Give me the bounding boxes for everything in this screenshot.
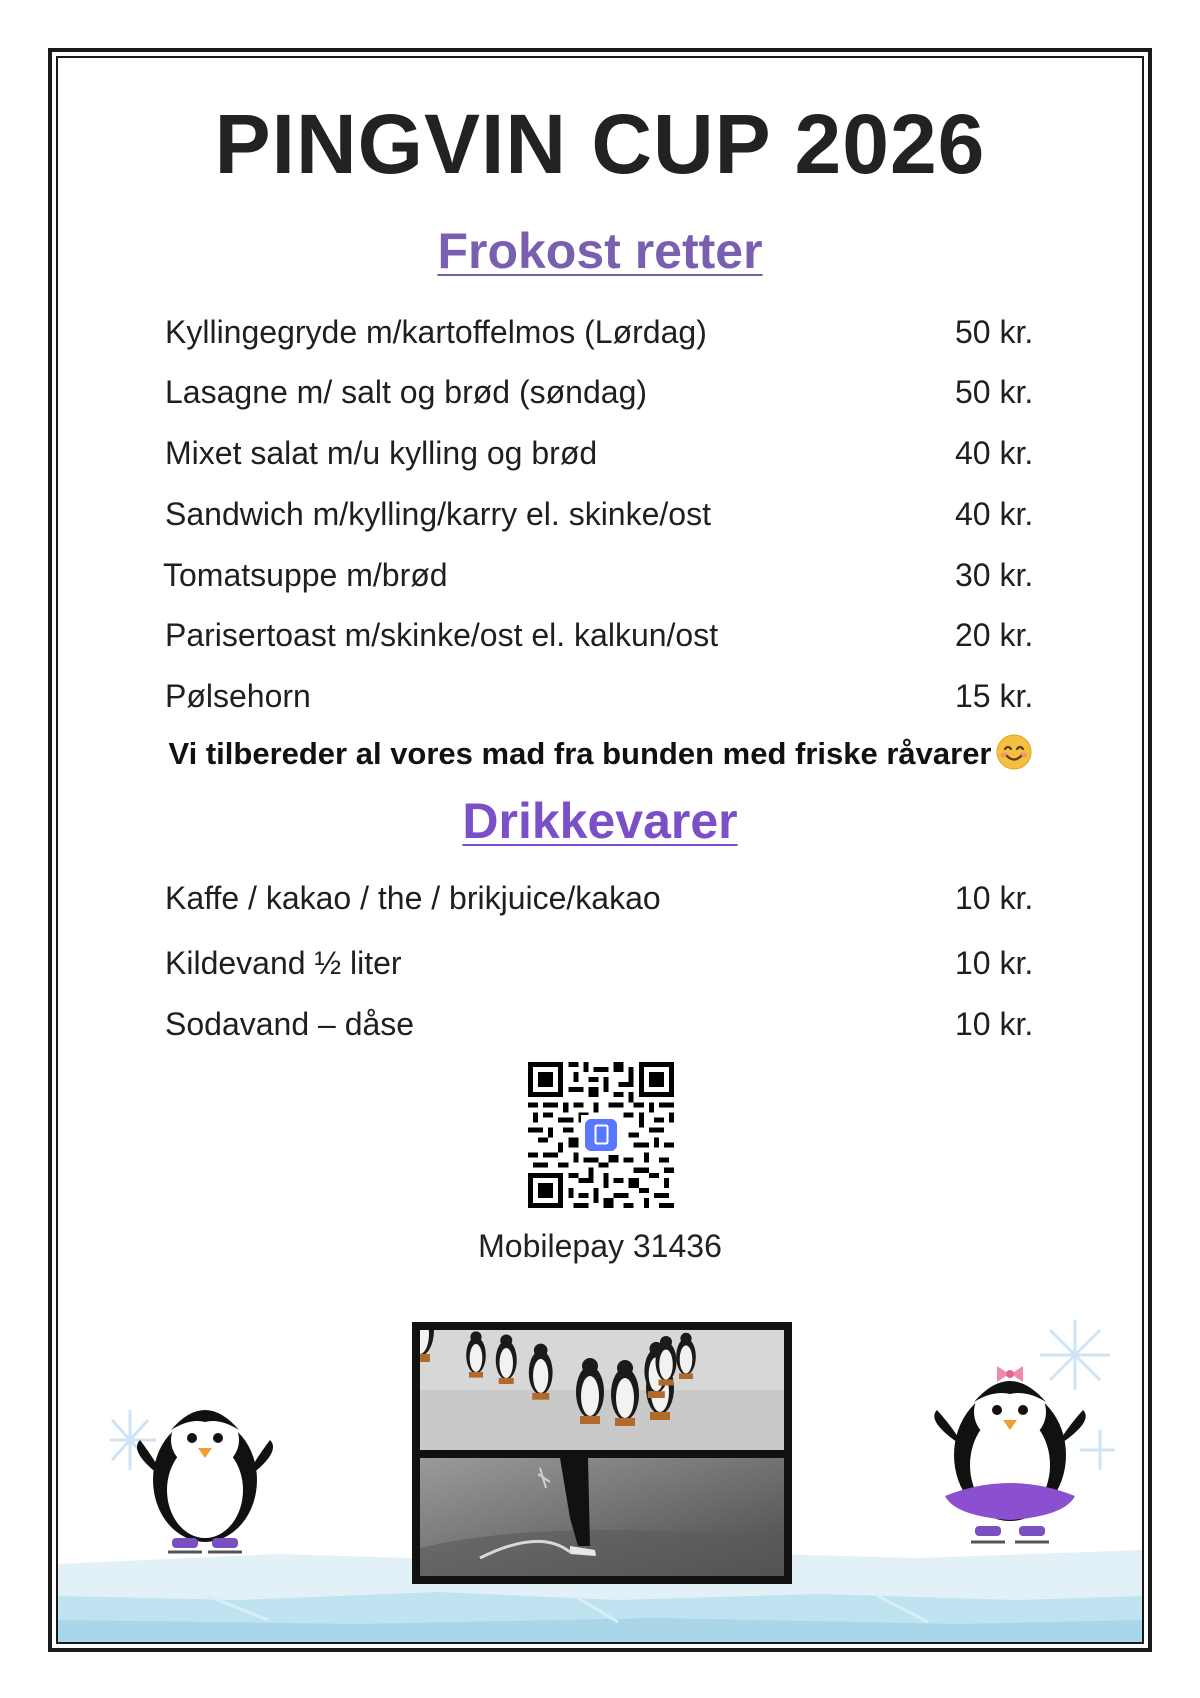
drink-item — [165, 945, 1045, 989]
mobilepay-icon — [585, 1119, 617, 1151]
drink-item-price: 10 kr. — [955, 945, 1034, 981]
food-item — [165, 557, 1045, 601]
food-item-name: Tomatsuppe m/brød — [163, 557, 448, 593]
food-item — [165, 496, 1045, 540]
page-title: PINGVIN CUP 2026 — [214, 97, 986, 191]
food-item-name: Mixet salat m/u kylling og brød — [165, 435, 598, 471]
smiling-face-icon — [996, 734, 1032, 770]
food-item-name: Parisertoast m/skinke/ost el. kalkun/ost — [165, 617, 719, 653]
food-item-name: Pølsehorn — [165, 678, 311, 714]
penguin-illustration-left — [110, 1370, 300, 1560]
food-item-name: Sandwich m/kylling/karry el. skinke/ost — [165, 496, 711, 532]
drink-item-name: Kildevand ½ liter — [165, 945, 402, 981]
food-section-heading: Frokost retter — [437, 223, 763, 279]
food-item-name: Kyllingegryde m/kartoffelmos (Lørdag) — [165, 314, 707, 350]
food-item-price: 15 kr. — [955, 678, 1034, 714]
food-item — [165, 314, 1045, 358]
food-item — [165, 374, 1045, 418]
drinks-section-heading: Drikkevarer — [462, 793, 738, 849]
skater-photo — [420, 1458, 784, 1576]
food-item-price: 50 kr. — [955, 314, 1034, 350]
penguin-figures-photo — [420, 1330, 784, 1450]
photo-collage — [412, 1322, 792, 1584]
food-note — [0, 734, 1200, 772]
drink-item — [165, 1006, 1045, 1050]
mobilepay-label: Mobilepay 31436 — [478, 1228, 722, 1264]
food-note-text: Vi tilbereder al vores mad fra bunden med friske råvarer — [168, 736, 992, 771]
food-item — [165, 678, 1045, 722]
food-item-name: Lasagne m/ salt og brød (søndag) — [165, 374, 648, 410]
food-item-price: 50 kr. — [955, 374, 1034, 410]
food-item-price: 40 kr. — [955, 435, 1034, 471]
drink-item-price: 10 kr. — [955, 880, 1034, 916]
food-item-price: 20 kr. — [955, 617, 1034, 653]
drink-item — [165, 880, 1045, 924]
food-item-price: 30 kr. — [955, 557, 1034, 593]
drink-item-price: 10 kr. — [955, 1006, 1034, 1042]
food-item-price: 40 kr. — [955, 496, 1034, 532]
penguin-illustration-right — [905, 1320, 1115, 1560]
drink-item-name: Sodavand – dåse — [165, 1006, 415, 1042]
food-item — [165, 617, 1045, 661]
food-item — [165, 435, 1045, 479]
qr-code[interactable] — [528, 1062, 674, 1208]
drink-item-name: Kaffe / kakao / the / brikjuice/kakao — [165, 880, 661, 916]
